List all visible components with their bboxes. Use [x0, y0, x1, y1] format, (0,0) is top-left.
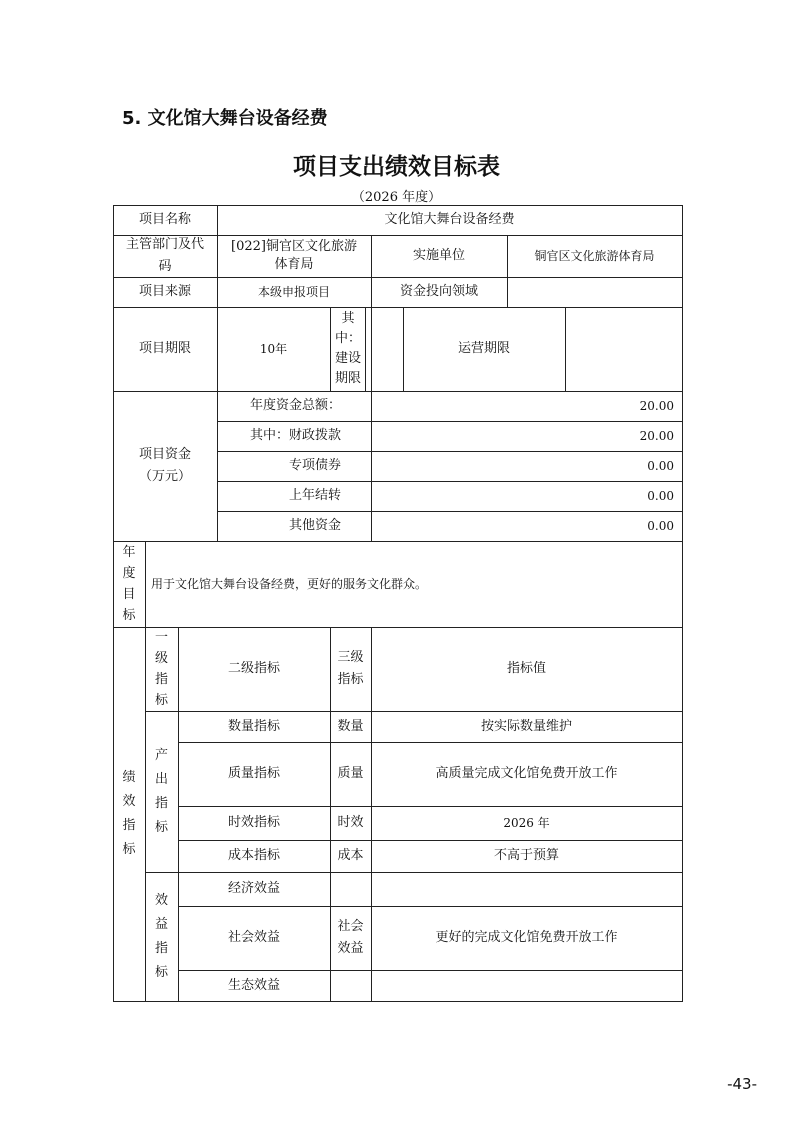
- year-note: （2026 年度）: [351, 190, 442, 205]
- table-row-level2: 经济效益: [227, 881, 280, 896]
- label-perf-indicators: 绩效指标: [122, 770, 136, 857]
- header-level3: 三级指标: [337, 650, 364, 687]
- fund-label-other: 其他资金: [288, 518, 341, 533]
- fund-amount-other: 0.00: [647, 519, 674, 533]
- table-row-level2: 生态效益: [227, 977, 280, 993]
- fund-amount-carryover: 0.00: [647, 489, 674, 503]
- value-invest-field: [507, 277, 682, 307]
- value-annual-goal: 用于文化馆大舞台设备经费，更好的服务文化群众。: [151, 577, 428, 591]
- fund-label-fiscal: 其中：财政拨款: [249, 428, 341, 443]
- label-annual-goal: 年度目标: [122, 545, 136, 623]
- table-row-level3: [330, 970, 371, 1001]
- label-period: 项目期限: [138, 341, 191, 356]
- value-source: 本级申报项目: [257, 285, 330, 299]
- header-level2: 二级指标: [227, 661, 280, 676]
- table-row-level3: 社会效益: [337, 919, 364, 956]
- table-row-level2: 社会效益: [227, 930, 280, 945]
- table-row-value: 高质量完成文化馆免费开放工作: [435, 766, 618, 781]
- label-build-period: 其中：建设期限: [334, 311, 361, 386]
- fund-label-special-bond: 专项债券: [288, 458, 341, 473]
- table-row-level2: 成本指标: [227, 848, 280, 863]
- label-project-name: 项目名称: [138, 212, 191, 227]
- fund-label-carryover: 上年结转: [288, 488, 341, 503]
- table-row-level2: 质量指标: [227, 766, 280, 781]
- table-row-level2: 时效指标: [227, 815, 280, 830]
- value-period: 10年: [259, 342, 288, 356]
- fund-label-total: 年度资金总额：: [249, 398, 341, 413]
- table-row-level3: [330, 872, 371, 906]
- label-funds: 项目资金（万元）: [138, 447, 191, 484]
- table-row-value: 不高于预算: [493, 848, 559, 863]
- fund-amount-fiscal: 20.00: [639, 429, 674, 443]
- value-project-name: 文化馆大舞台设备经费: [384, 212, 515, 227]
- label-benefit-indicators: 效益指标: [154, 892, 168, 980]
- label-source: 项目来源: [138, 284, 191, 299]
- label-impl-unit: 实施单位: [412, 248, 465, 263]
- fund-amount-special-bond: 0.00: [647, 459, 674, 473]
- label-op-period: 运营期限: [457, 341, 510, 356]
- header-indicator-value: 指标值: [506, 661, 546, 676]
- table-row-value: 2026 年: [503, 816, 550, 830]
- table-row-level2: 数量指标: [227, 718, 280, 734]
- header-level1: 一级指标: [154, 630, 168, 708]
- fund-amount-total: 20.00: [639, 399, 674, 413]
- table-row-value: [371, 872, 682, 906]
- table-row-level3: 成本: [337, 848, 364, 863]
- section-title: 5. 文化馆大舞台设备经费: [122, 108, 328, 129]
- page-number: -43-: [727, 1075, 757, 1093]
- value-impl-unit: 铜官区文化旅游体育局: [534, 249, 655, 263]
- table-row-value: [371, 970, 682, 1001]
- table-row-level3: 时效: [337, 815, 364, 830]
- table-row-level3: 数量: [337, 718, 364, 734]
- document-title: 项目支出绩效目标表: [293, 154, 500, 180]
- value-op-period: [565, 307, 682, 391]
- table-row-value: 更好的完成文化馆免费开放工作: [435, 930, 618, 945]
- table-row-level3: 质量: [337, 766, 364, 781]
- table-row-value: 按实际数量维护: [480, 718, 572, 734]
- label-dept: 主管部门及代码: [125, 237, 204, 274]
- label-invest-field: 资金投向领域: [399, 284, 478, 299]
- value-dept: [022]铜官区文化旅游体育局: [231, 239, 357, 272]
- label-output-indicators: 产出指标: [154, 747, 168, 835]
- value-build-period: [365, 307, 403, 391]
